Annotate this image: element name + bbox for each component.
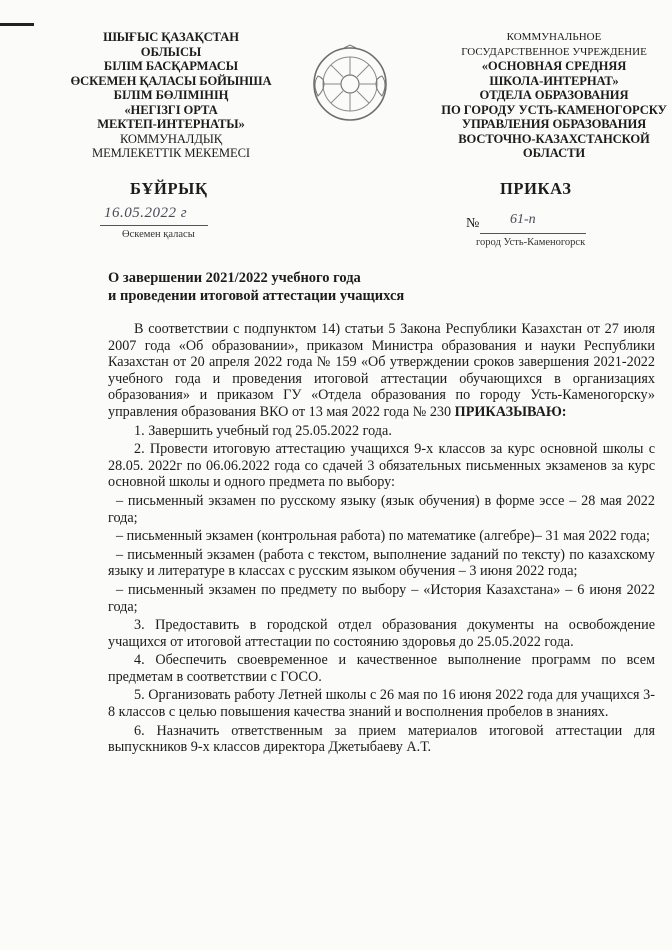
- title-ru: ПРИКАЗ: [500, 179, 572, 198]
- order-subitem: – письменный экзамен по русскому языку (язык обучения) в форме эссе – 28 мая 2022 года;: [108, 492, 655, 526]
- header-left-line: БІЛІМ БӨЛІМІНІҢ: [113, 88, 229, 102]
- handwritten-number: 61-п: [510, 212, 536, 227]
- order-item: 5. Организовать работу Летней школы с 26 мая по 16 июня 2022 года для учащихся 3-8 классов с целью повышения качества знаний и восполнения пробелов в знаниях.: [108, 687, 655, 721]
- header-right-line: ПО ГОРОДУ УСТЬ-КАМЕНОГОРСКУ: [441, 102, 667, 117]
- header-right: [440, 30, 668, 161]
- header-left-line: «НЕГІЗГІ ОРТА: [124, 102, 218, 117]
- header-left: [58, 30, 284, 161]
- header-left-line: МЕКТЕП-ИНТЕРНАТЫ»: [97, 117, 245, 131]
- title-kz: БҰЙРЫҚ: [130, 179, 208, 198]
- handwritten-date: 16.05.2022 г: [104, 205, 188, 221]
- header-right-line: ОТДЕЛА ОБРАЗОВАНИЯ: [479, 88, 629, 102]
- header-right-line: КОММУНАЛЬНОЕ: [506, 31, 602, 43]
- preamble-text: В соответствии с подпунктом 14) статьи 5 Закона Республики Казахстан от 27 июля 2007 года «Об образовании», приказом Министра образования и науки Республики Казахстан от 20 апреля 2022 года № 159 «Об утверждении сроков завершения 2021-2022 учебного года и проведения итоговой аттестации обучающихся в организациях образования» и приказом ГУ «Отдела образования по городу Усть-Каменогорску» управления образования ВКО от 13 мая 2022 года № 230: [108, 321, 655, 420]
- header-left-line: ОБЛЫСЫ: [140, 44, 202, 59]
- preamble-paragraph: [108, 321, 655, 421]
- header-left-line: КОММУНАЛДЫҚ: [119, 131, 223, 146]
- order-word: ПРИКАЗЫВАЮ:: [454, 403, 567, 420]
- header-right-line: ВОСТОЧНО-КАЗАХСТАНСКОЙ: [458, 131, 650, 146]
- number-label: №: [466, 216, 480, 231]
- header-left-line: ӨСКЕМЕН ҚАЛАСЫ БОЙЫНША: [70, 73, 272, 88]
- header-right-line: УПРАВЛЕНИЯ ОБРАЗОВАНИЯ: [461, 117, 647, 131]
- order-subitem: – письменный экзамен по предмету по выбору – «История Казахстана» – 6 июня 2022 года;: [108, 581, 655, 615]
- header-left-line: МЕМЛЕКЕТТІК МЕКЕМЕСІ: [91, 146, 250, 160]
- order-body: [108, 321, 655, 758]
- header-right-line: «ОСНОВНАЯ СРЕДНЯЯ: [481, 59, 627, 73]
- subject-line: О завершении 2021/2022 учебного года: [108, 270, 361, 286]
- header-right-line: ОБЛАСТИ: [522, 146, 586, 160]
- order-item: 2. Провести итоговую аттестацию учащихся 9-х классов за курс основной школы с 28.05. 2022г по 06.06.2022 года со сдачей 3 обязательных письменных экзаменов за курс основной школы и одного предмета по выбору:: [108, 441, 655, 491]
- header-left-line: БІЛІМ БАСҚАРМАСЫ: [103, 59, 239, 73]
- header-right-line: ШКОЛА-ИНТЕРНАТ»: [489, 73, 619, 88]
- order-subject: [108, 270, 404, 305]
- order-item: 6. Назначить ответственным за прием материалов итоговой аттестации для выпускников 9-х классов директора Джетыбаеву А.Т.: [108, 722, 655, 756]
- order-item: 1. Завершить учебный год 25.05.2022 года.: [134, 422, 392, 439]
- subject-line: и проведении итоговой аттестации учащихся: [108, 287, 405, 304]
- header-right-line: ГОСУДАРСТВЕННОЕ УЧРЕЖДЕНИЕ: [461, 45, 647, 58]
- order-item: 4. Обеспечить своевременное и качественное выполнение программ по всем предметам в соответствии с ГОСО.: [108, 652, 655, 685]
- state-emblem-icon: [310, 44, 390, 124]
- date-underline: [100, 225, 208, 226]
- header-left-line: ШЫҒЫС ҚАЗАҚСТАН: [103, 30, 239, 44]
- order-subitem: – письменный экзамен (работа с текстом, выполнение заданий по тексту) по казахскому языку и литературе в классах с русским языком обучения – 3 июня 2022 года;: [108, 546, 655, 580]
- place-ru: город Усть-Каменогорск: [476, 237, 586, 248]
- place-kz: Өскемен қаласы: [122, 229, 195, 240]
- order-subitem: – письменный экзамен (контрольная работа) по математике (алгебре)– 31 мая 2022 года;: [116, 528, 650, 545]
- scan-mark: [0, 23, 34, 26]
- order-item: 3. Предоставить в городской отдел образования документы на освобождение учащихся от итоговой аттестации по состоянию здоровья до 25.05.2022 года.: [108, 617, 655, 650]
- number-underline: [480, 233, 586, 234]
